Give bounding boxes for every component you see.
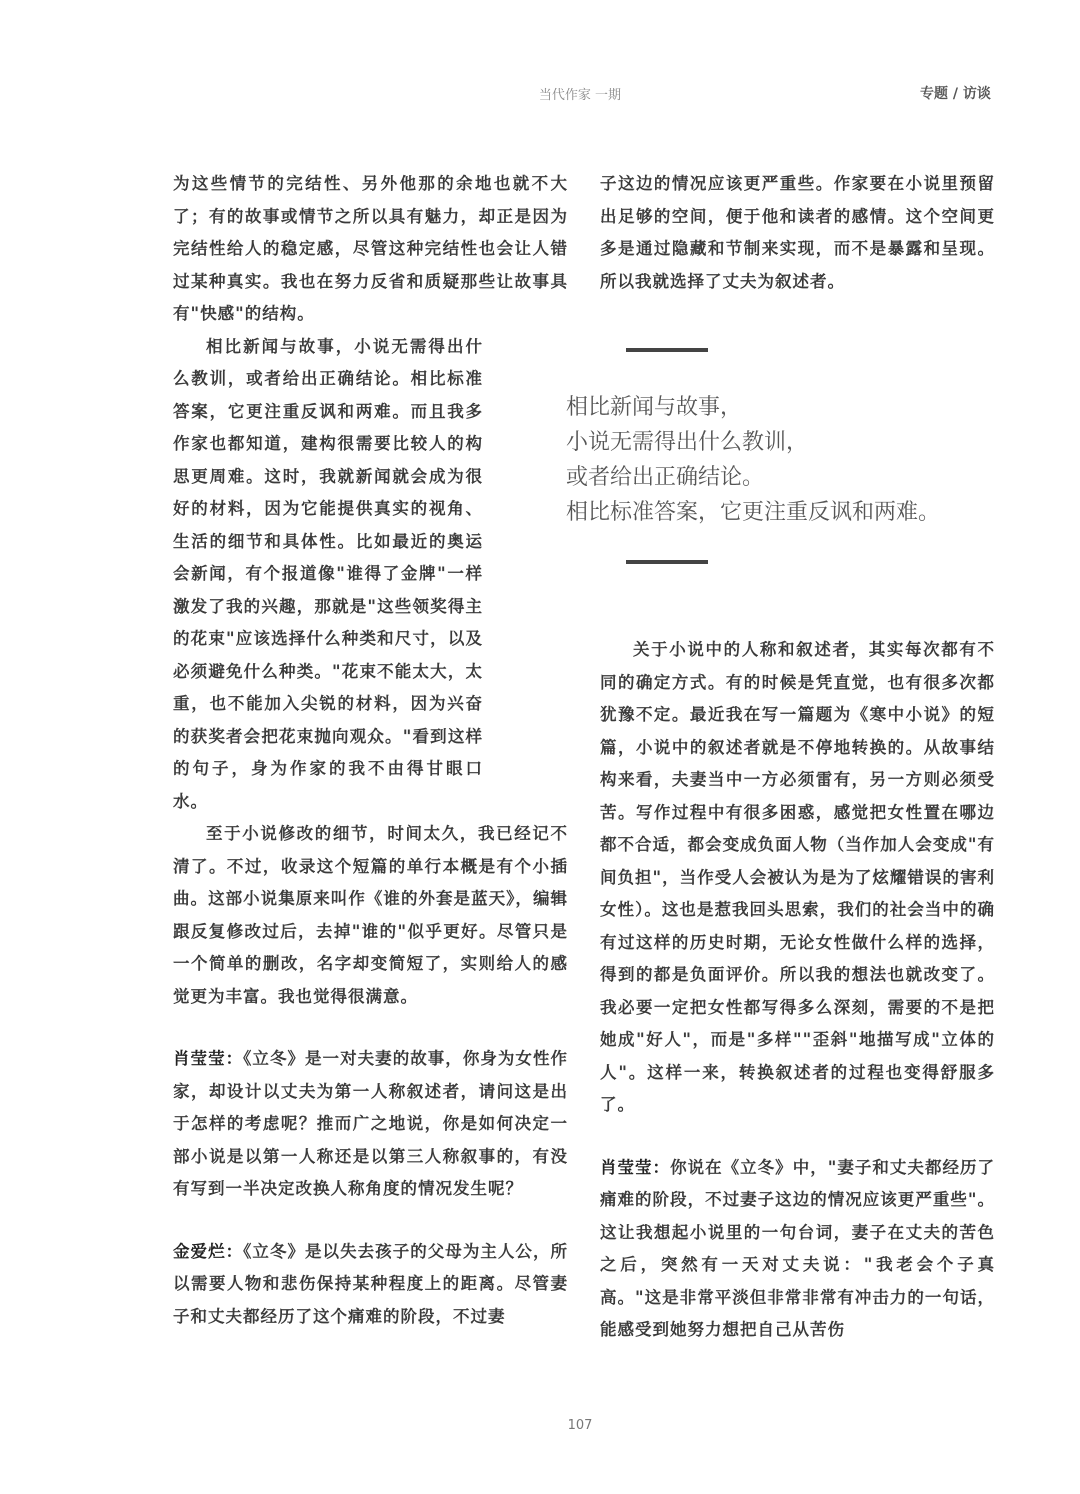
answer-1-text: 《立冬》是以失去孩子的父母为主人公，所以需要人物和悲伤保持某种程度上的距离。尽管妻子和丈夫都经历了这个痛难的阶段，不过妻 (173, 1241, 569, 1326)
right-column (600, 168, 995, 1347)
pull-quote-top-rule (626, 348, 708, 352)
left-paragraph-2: 相比新闻与故事，小说无需得出什么教训，或者给出正确结论。相比标准答案，它更注重反讽和两难。而且我多作家也都知道，建构很需要比较人的构思更周难。这时，我就新闻就会成为很好的材料，因为它能提供真实的视角、生活的细节和具体性。比如最近的奥运会新闻，有个报道像"谁得了金牌"一样激发了我的兴趣，那就是"这些领奖得主的花束"应该选择什么种类和尺寸，以及必须避免什么种类。"花束不能太大，太重，也不能加入尖锐的材料，因为兴奋的获奖者会把花束抛向观众。"看到这样的句子，身为作家的我不由得甘眼口水。 (173, 336, 483, 811)
pull-quote-line-2: 小说无需得出什么教训， (566, 430, 809, 455)
page-number: 107 (567, 1418, 593, 1433)
answer-1 (173, 1236, 568, 1334)
running-header: 当代作家 一期 (538, 88, 622, 103)
pull-quote-line-3: 或者给出正确结论。 (566, 465, 765, 490)
question-2 (600, 1152, 995, 1347)
question-1 (173, 1043, 568, 1206)
answer-1-speaker: 金爱烂： (173, 1241, 244, 1261)
question-1-speaker: 肖莹莹： (173, 1049, 244, 1068)
right-paragraph-2: 关于小说中的人称和叙述者，其实每次都有不同的确定方式。有的时候是凭直觉，也有很多次都犹豫不定。最近我在写一篇题为《寒中小说》的短篇，小说中的叙述者就是不停地转换的。从故事结构来看，夫妻当中一方必须雷有，另一方则必须受苦。写作过程中有很多困惑，感觉把女性置在哪边都不合适，都会变成负面人物（当作加人会变成"有间负担"，当作受人会被认为是为了炫耀错误的害利女性）。这也是惹我回头思索，我们的社会当中的确有过这样的历史时期，无论女性做什么样的选择，得到的都是负面评价。所以我的想法也就改变了。我必要一定把女性都写得多么深刻，需要的不是把她成"好人"，而是"多样""歪斜"地描写成"立体的人"。这样一来，转换叙述者的过程也变得舒服多了。 (600, 640, 995, 1114)
question-1-text: 《立冬》是一对夫妻的故事，你身为女性作家，却设计以丈夫为第一人称叙述者，请问这是出于怎样的考虑呢？推而广之地说，你是如何决定一部小说是以第一人称还是以第三人称叙事的，有没有写到一半决定改换人称角度的情况发生呢？ (173, 1049, 569, 1198)
section-label: 专题 / 访谈 (920, 86, 991, 102)
right-paragraph-1: 子这边的情况应该更严重些。作家要在小说里预留出足够的空间，便于他和读者的感情。这个空间更多是通过隐藏和节制来实现，而不是暴露和呈现。所以我就选择了丈夫为叙述者。 (600, 174, 995, 291)
left-column (173, 168, 568, 1333)
pull-quote (566, 348, 1006, 564)
question-2-text: 你说在《立冬》中，"妻子和丈夫都经历了痛难的阶段，不过妻子这边的情况应该更严重些"。这让我想起小说里的一句台词，妻子在丈夫的苦色之后，突然有一天对丈夫说："我老会个子真高。"这是非常平淡但非常非常有冲击力的一句话，能感受到她努力想把自己从苦伤 (600, 1157, 995, 1339)
pull-quote-bottom-rule (626, 560, 708, 564)
pull-quote-line-1: 相比新闻与故事， (566, 395, 743, 420)
question-2-speaker: 肖莹莹： (600, 1157, 671, 1177)
left-paragraph-3: 至于小说修改的细节，时间太久，我已经记不清了。不过，收录这个短篇的单行本概是有个小插曲。这部小说集原来叫作《谁的外套是蓝天》，编辑跟反复修改过后，去掉"谁的"似乎更好。尽管只是一个简单的删改，名字却变简短了，实则给人的感觉更为丰富。我也觉得很满意。 (173, 824, 568, 1006)
pull-quote-line-4: 相比标准答案，它更注重反讽和两难。 (566, 500, 941, 525)
left-paragraph-1: 为这些情节的完结性、另外他那的余地也就不大了；有的故事或情节之所以具有魅力，却正是因为完结性给人的稳定感，尽管这种完结性也会让人错过某种真实。我也在努力反省和质疑那些让故事具有"快感"的结构。 (173, 174, 568, 323)
